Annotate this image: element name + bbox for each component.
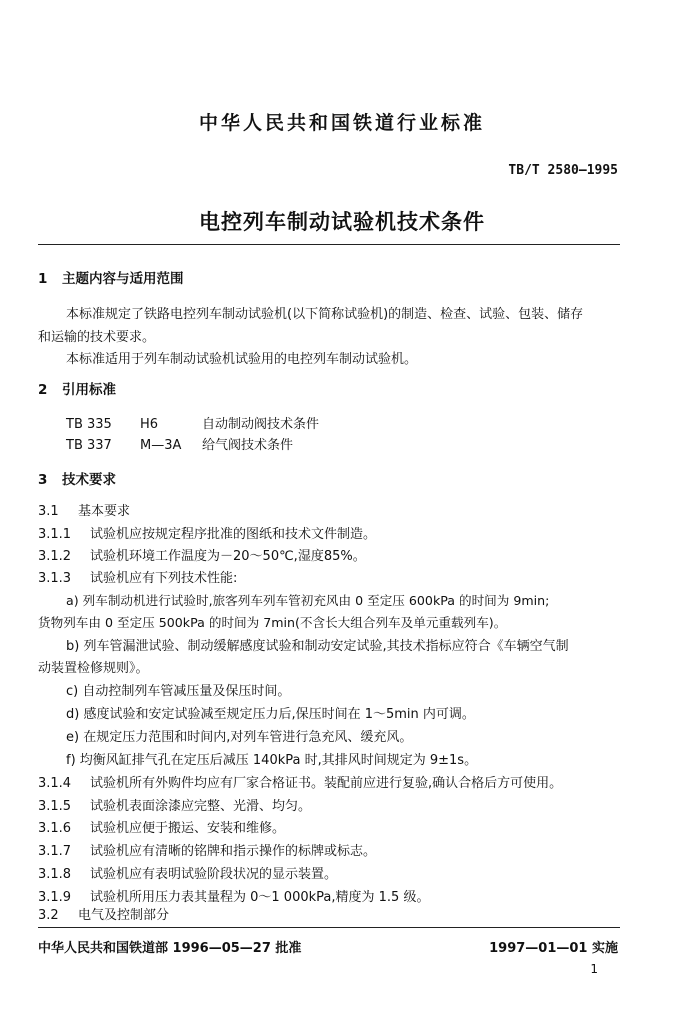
subsection-number: 3.2 xyxy=(38,908,59,923)
performance-b-line-2: 动装置检修规则》。 xyxy=(38,661,149,676)
section-number: 2 xyxy=(38,382,48,398)
clause-number: 3.1.6 xyxy=(38,821,72,836)
clause-number: 3.1.2 xyxy=(38,549,72,564)
clause-3-1-2 xyxy=(38,545,366,564)
section-number: 1 xyxy=(38,271,48,287)
clause-number: 3.1.1 xyxy=(38,527,72,542)
approval-line: 中华人民共和国铁道部 1996—05—27 批准 xyxy=(38,941,302,956)
subsection-title: 基本要求 xyxy=(78,504,131,519)
clause-text: 试验机应按规定程序批准的图纸和技术文件制造。 xyxy=(90,527,377,542)
clause-text: 试验机所有外购件均应有厂家合格证书。装配前应进行复验,确认合格后方可使用。 xyxy=(90,776,563,791)
subsection-3-1-heading xyxy=(38,500,130,519)
section-1-heading xyxy=(38,267,184,287)
performance-a-line-1: a) 列车制动机进行试验时,旅客列车列车管初充风由 0 至定压 600kPa 的时间为 9min; xyxy=(66,593,550,608)
subsection-number: 3.1 xyxy=(38,504,59,519)
clause-number: 3.1.3 xyxy=(38,571,72,586)
section-2-heading xyxy=(38,378,116,398)
ref-name: 给气阀技术条件 xyxy=(202,438,294,453)
clause-text: 试验机表面涂漆应完整、光滑、均匀。 xyxy=(90,799,312,814)
clause-3-1-7 xyxy=(38,840,376,859)
clause-number: 3.1.9 xyxy=(38,890,72,905)
clause-text: 试验机应便于搬运、安装和维修。 xyxy=(90,821,286,836)
effective-date: 1997—01—01 实施 xyxy=(489,941,618,956)
ref-name: 自动制动阀技术条件 xyxy=(202,417,320,432)
subsection-3-2-heading xyxy=(38,904,169,923)
clause-3-1-4 xyxy=(38,772,562,791)
ref-code: TB 335 xyxy=(66,417,112,432)
title-rule xyxy=(38,244,620,245)
clause-3-1-1 xyxy=(38,523,376,542)
performance-a-line-2: 货物列车由 0 至定压 500kPa 的时间为 7min(不含长大组合列车及单元重载列车)。 xyxy=(38,615,507,630)
section-title: 主题内容与适用范围 xyxy=(62,271,184,287)
section-title: 技术要求 xyxy=(62,472,116,488)
section-title: 引用标准 xyxy=(62,382,116,398)
ref-model: M—3A xyxy=(140,438,182,453)
clause-number: 3.1.7 xyxy=(38,844,72,859)
s1-para-1-line-2: 和运输的技术要求。 xyxy=(38,330,156,345)
performance-e: e) 在规定压力范围和时间内,对列车管进行急充风、缓充风。 xyxy=(66,730,413,745)
clause-text: 试验机环境工作温度为－20～50℃,湿度85%。 xyxy=(90,549,366,564)
performance-f: f) 均衡风缸排气孔在定压后减压 140kPa 时,其排风时间规定为 9±1s。 xyxy=(66,753,478,768)
clause-text: 试验机所用压力表其量程为 0～1 000kPa,精度为 1.5 级。 xyxy=(90,890,430,905)
clause-number: 3.1.8 xyxy=(38,867,72,882)
performance-c: c) 自动控制列车管减压量及保压时间。 xyxy=(66,684,291,699)
section-number: 3 xyxy=(38,472,48,488)
page-number: 1 xyxy=(590,962,598,976)
subsection-title: 电气及控制部分 xyxy=(78,908,170,923)
clause-text: 试验机应有下列技术性能: xyxy=(90,571,238,586)
footer-rule xyxy=(38,927,620,928)
ref-code: TB 337 xyxy=(66,438,112,453)
clause-3-1-3 xyxy=(38,567,237,586)
section-3-heading xyxy=(38,468,116,488)
standard-code: TB/T 2580—1995 xyxy=(508,163,618,178)
performance-d: d) 感度试验和安定试验减至规定压力后,保压时间在 1～5min 内可调。 xyxy=(66,707,475,722)
clause-3-1-6 xyxy=(38,817,285,836)
clause-3-1-9 xyxy=(38,886,429,905)
reference-row xyxy=(66,413,319,432)
s1-para-1-line-1: 本标准规定了铁路电控列车制动试验机(以下简称试验机)的制造、检查、试验、包装、储存 xyxy=(66,307,584,322)
clause-number: 3.1.4 xyxy=(38,776,72,791)
org-title: 中华人民共和国铁道行业标准 xyxy=(198,112,485,134)
reference-row xyxy=(66,434,293,453)
s1-para-2: 本标准适用于列车制动试验机试验用的电控列车制动试验机。 xyxy=(66,352,418,367)
ref-model: H6 xyxy=(140,417,159,432)
document-title: 电控列车制动试验机技术条件 xyxy=(199,210,485,234)
clause-text: 试验机应有表明试验阶段状况的显示装置。 xyxy=(90,867,338,882)
performance-b-line-1: b) 列车管漏泄试验、制动缓解感度试验和制动安定试验,其技术指标应符合《车辆空气制 xyxy=(66,639,569,654)
clause-3-1-5 xyxy=(38,795,311,814)
clause-3-1-8 xyxy=(38,863,337,882)
clause-text: 试验机应有清晰的铭牌和指示操作的标牌或标志。 xyxy=(90,844,377,859)
clause-number: 3.1.5 xyxy=(38,799,72,814)
